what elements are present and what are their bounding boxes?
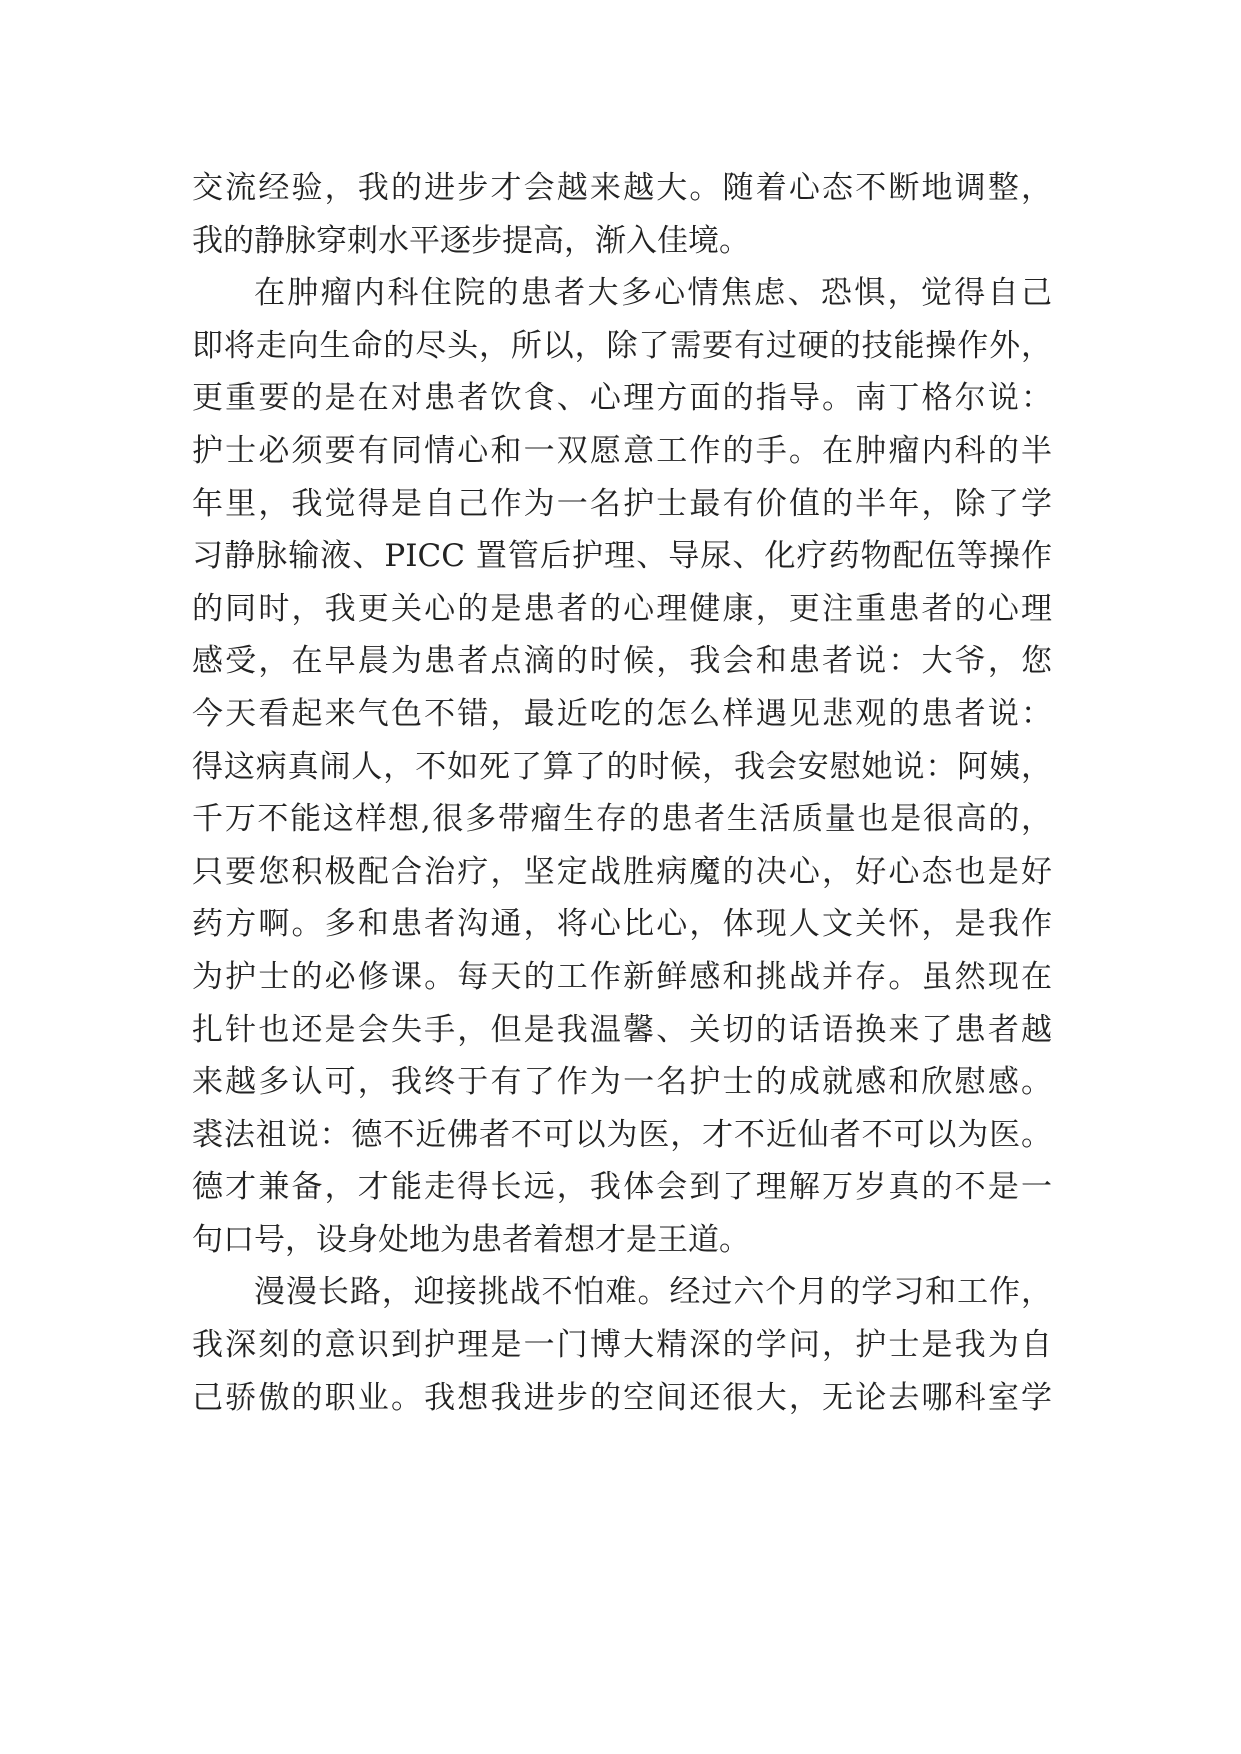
text-line: 年里，我觉得是自己作为一名护士最有价值的半年，除了学 (192, 485, 1052, 522)
text-line: 我的静脉穿刺水平逐步提高，渐入佳境。 (192, 222, 750, 259)
text-line: 为护士的必修课。每天的工作新鲜感和挑战并存。虽然现在 (192, 958, 1052, 995)
text-line: 句口号，设身处地为患者着想才是王道。 (192, 1221, 750, 1258)
text-line: 漫漫长路，迎接挑战不怕难。经过六个月的学习和工作， (254, 1274, 1052, 1311)
text-line: 感受，在早晨为患者点滴的时候，我会和患者说：大爷，您 (192, 643, 1052, 680)
text-line: 今天看起来气色不错，最近吃的怎么样遇见悲观的患者说： (192, 695, 1052, 732)
text-line: 更重要的是在对患者饮食、心理方面的指导。南丁格尔说： (192, 380, 1052, 417)
text-line: 只要您积极配合治疗，坚定战胜病魔的决心，好心态也是好 (192, 853, 1052, 890)
text-line: 药方啊。多和患者沟通，将心比心，体现人文关怀，是我作 (192, 906, 1052, 943)
text-line: 裘法祖说：德不近佛者不可以为医，才不近仙者不可以为医。 (192, 1116, 1052, 1153)
document-body (192, 162, 1052, 1424)
text-line: 德才兼备，才能走得长远，我体会到了理解万岁真的不是一 (192, 1169, 1052, 1206)
text-line: 交流经验，我的进步才会越来越大。随着心态不断地调整， (192, 170, 1052, 206)
text-line: 扎针也还是会失手，但是我温馨、关切的话语换来了患者越 (192, 1011, 1052, 1048)
text-line: 护士必须要有同情心和一双愿意工作的手。在肿瘤内科的半 (192, 432, 1052, 469)
text-line: 我深刻的意识到护理是一门博大精深的学问，护士是我为自 (192, 1327, 1052, 1364)
text-line: 习静脉输液、PICC 置管后护理、导尿、化疗药物配伍等操作 (192, 538, 1052, 575)
text-line: 在肿瘤内科住院的患者大多心情焦虑、恐惧，觉得自己 (254, 275, 1052, 312)
text-line: 的同时，我更关心的是患者的心理健康，更注重患者的心理 (192, 590, 1052, 627)
text-line: 得这病真闹人，不如死了算了的时候，我会安慰她说：阿姨， (192, 748, 1052, 785)
text-line: 己骄傲的职业。我想我进步的空间还很大，无论去哪科室学 (192, 1379, 1052, 1416)
text-line: 来越多认可，我终于有了作为一名护士的成就感和欣慰感。 (192, 1064, 1052, 1101)
text-line: 即将走向生命的尽头，所以，除了需要有过硬的技能操作外， (192, 327, 1052, 364)
text-line: 千万不能这样想,很多带瘤生存的患者生活质量也是很高的， (192, 801, 1052, 838)
